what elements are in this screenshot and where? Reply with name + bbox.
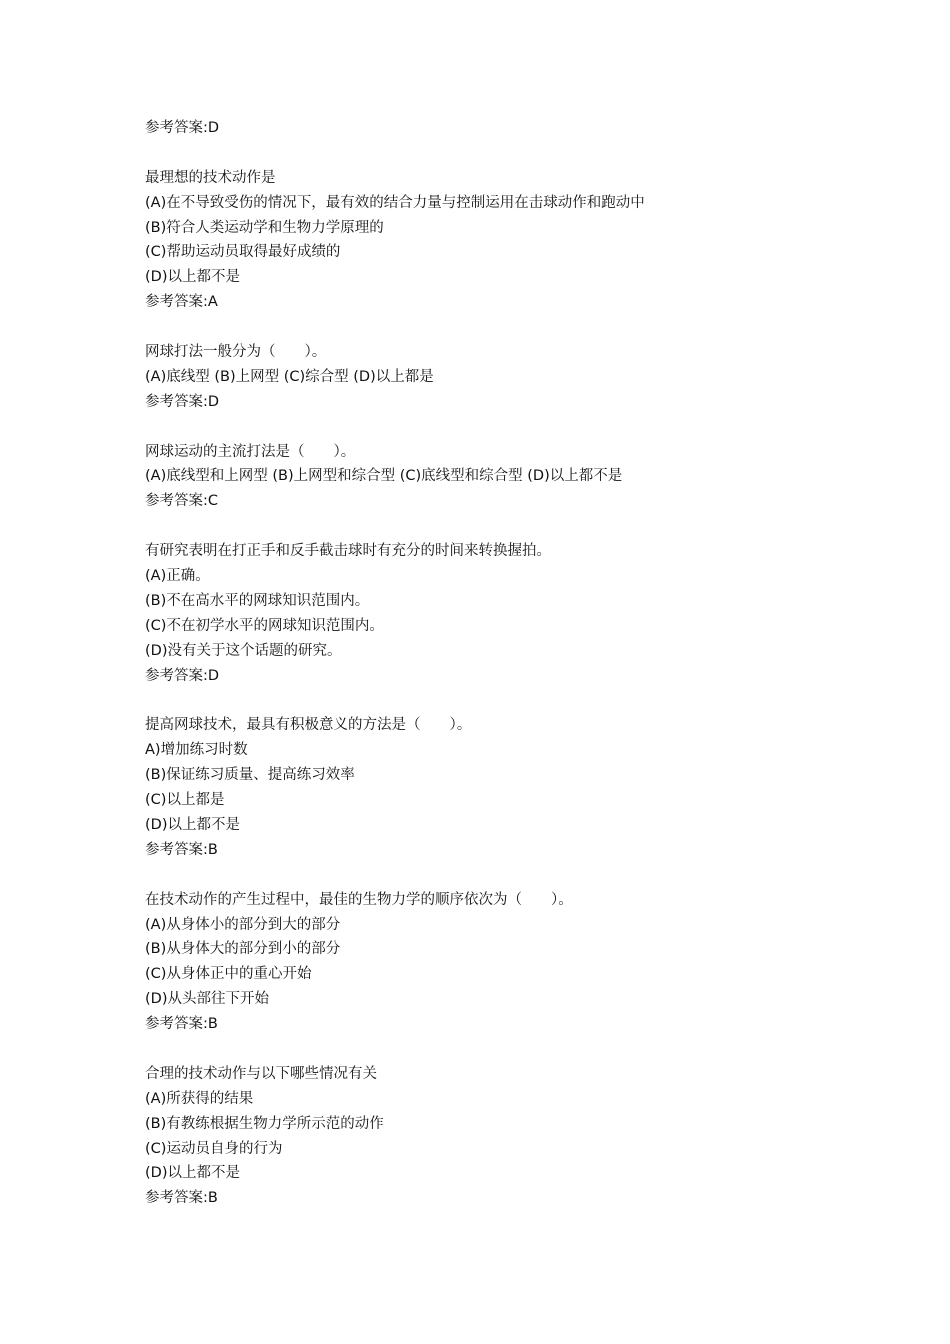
spacer xyxy=(145,141,925,166)
option-line: (A)正确。 xyxy=(145,568,210,585)
question-block xyxy=(145,539,925,688)
answer-line: 参考答案:B xyxy=(145,1016,218,1033)
answer-line: 参考答案:A xyxy=(145,294,218,311)
option-line: (A)底线型和上网型 (B)上网型和综合型 (C)底线型和综合型 (D)以上都不是 xyxy=(145,468,623,485)
option-line: (A)在不导致受伤的情况下，最有效的结合力量与控制运用在击球动作和跑动中 xyxy=(145,194,645,211)
spacer xyxy=(145,415,925,440)
option-line: (B)不在高水平的网球知识范围内。 xyxy=(145,592,370,609)
option-line: (B)符合人类运动学和生物力学原理的 xyxy=(145,219,384,236)
option-line: (B)保证练习质量、提高练习效率 xyxy=(145,767,355,784)
option-line: (C)以上都是 xyxy=(145,792,225,809)
spacer xyxy=(145,315,925,340)
option-line: (B)有教练根据生物力学所示范的动作 xyxy=(145,1115,384,1132)
option-line: (C)运动员自身的行为 xyxy=(145,1140,283,1157)
document-page xyxy=(145,116,925,1211)
option-line: (D)没有关于这个话题的研究。 xyxy=(145,642,342,659)
option-line: (C)不在初学水平的网球知识范围内。 xyxy=(145,617,384,634)
question-block xyxy=(145,713,925,862)
spacer xyxy=(145,863,925,888)
question-block xyxy=(145,166,925,315)
option-line: (D)以上都不是 xyxy=(145,1165,240,1182)
answer-line: 参考答案:B xyxy=(145,1190,218,1207)
question-block xyxy=(145,1062,925,1211)
option-line: (D)以上都不是 xyxy=(145,816,240,833)
question-text: 网球打法一般分为（ ）。 xyxy=(145,344,327,361)
question-text: 最理想的技术动作是 xyxy=(145,169,276,186)
option-line: (A)从身体小的部分到大的部分 xyxy=(145,916,341,933)
question-text: 合理的技术动作与以下哪些情况有关 xyxy=(145,1065,377,1082)
option-line: (D)从头部往下开始 xyxy=(145,991,269,1008)
question-block xyxy=(145,440,925,515)
question-text: 有研究表明在打正手和反手截击球时有充分的时间来转换握拍。 xyxy=(145,543,551,560)
question-block xyxy=(145,888,925,1037)
option-line: (B)从身体大的部分到小的部分 xyxy=(145,941,341,958)
question-text: 在技术动作的产生过程中，最佳的生物力学的顺序依次为（ ）。 xyxy=(145,891,573,908)
spacer xyxy=(145,1037,925,1062)
option-line: A)增加练习时数 xyxy=(145,742,248,759)
option-line: (C)帮助运动员取得最好成绩的 xyxy=(145,244,341,261)
option-line: (D)以上都不是 xyxy=(145,269,240,286)
answer-line: 参考答案:B xyxy=(145,841,218,858)
option-line: (C)从身体正中的重心开始 xyxy=(145,966,312,983)
option-line: (A)所获得的结果 xyxy=(145,1090,254,1107)
spacer xyxy=(145,514,925,539)
option-line: (A)底线型 (B)上网型 (C)综合型 (D)以上都是 xyxy=(145,368,434,385)
spacer xyxy=(145,688,925,713)
answer-line: 参考答案:D xyxy=(145,667,220,684)
question-block xyxy=(145,340,925,415)
question-text: 提高网球技术，最具有积极意义的方法是（ ）。 xyxy=(145,717,472,734)
answer-line: 参考答案:D xyxy=(145,393,220,410)
answer-line: 参考答案:C xyxy=(145,493,219,510)
answer-line: 参考答案:D xyxy=(145,120,220,136)
question-text: 网球运动的主流打法是（ ）。 xyxy=(145,443,356,460)
